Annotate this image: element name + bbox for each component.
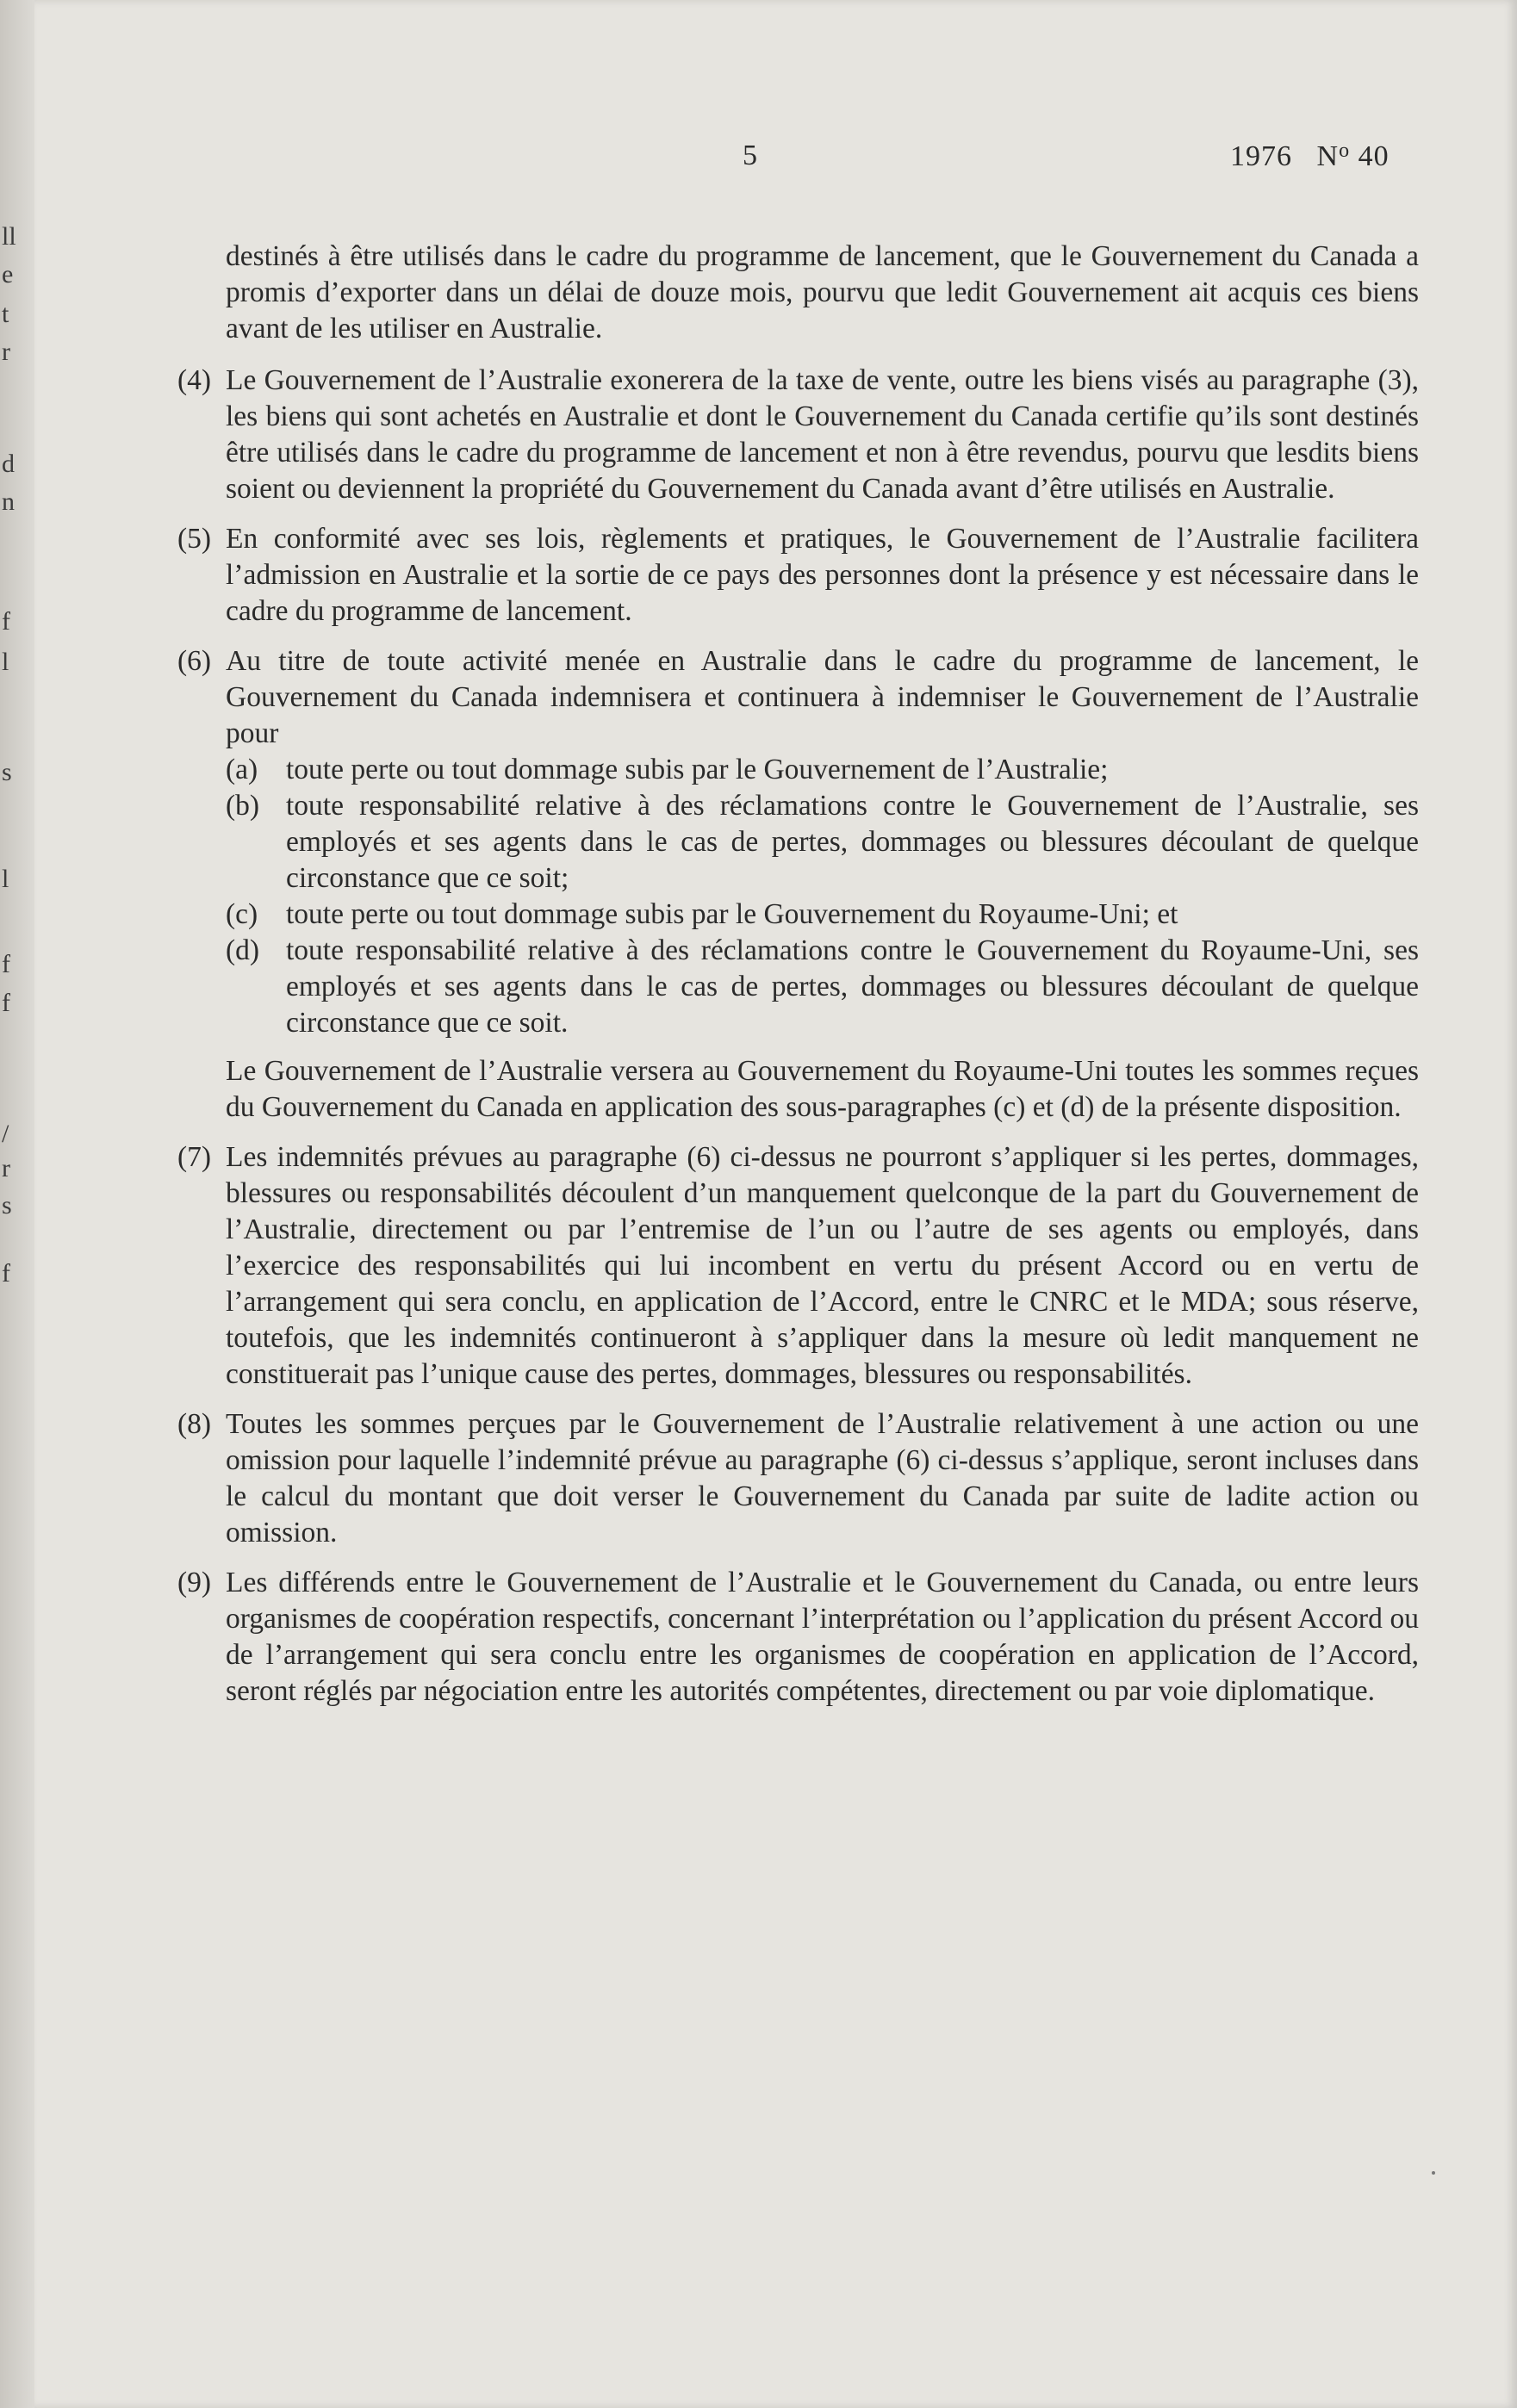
gutter-fragment: r bbox=[2, 1154, 10, 1182]
gutter-fragment: e bbox=[2, 260, 14, 289]
gutter-fragment: d bbox=[2, 450, 15, 478]
document-body bbox=[177, 239, 1419, 1723]
gutter-fragment: s bbox=[2, 1191, 12, 1220]
subparagraph-number: (a) bbox=[226, 754, 258, 785]
paragraph-text: Au titre de toute activité menée en Australie dans le cadre du programme de lancement, le Gouvernement du Canada indemnisera et continuera à indemniser le Gouvernement de l’Australie pour bbox=[226, 645, 1419, 749]
intro-paragraph bbox=[226, 239, 1419, 347]
document-number: 40 bbox=[1358, 140, 1390, 172]
document-reference bbox=[1230, 140, 1390, 173]
subparagraph-text: toute perte ou tout dommage subis par le Gouvernement du Royaume-Uni; et bbox=[286, 898, 1178, 930]
paragraph-7 bbox=[177, 1139, 1419, 1393]
gutter-fragment: r bbox=[2, 338, 10, 366]
gutter-fragment: l bbox=[2, 648, 9, 676]
subparagraph-number: (c) bbox=[226, 898, 258, 930]
gutter-fragment: f bbox=[2, 989, 10, 1017]
number-prefix: N bbox=[1316, 140, 1340, 172]
gutter-fragment: l bbox=[2, 865, 9, 893]
adjacent-page-edge bbox=[0, 0, 34, 2408]
paragraph-4 bbox=[177, 363, 1419, 507]
subparagraph-c bbox=[226, 897, 1419, 933]
gutter-fragment: f bbox=[2, 950, 10, 978]
paragraph-9 bbox=[177, 1565, 1419, 1710]
paragraph-number: (5) bbox=[177, 523, 212, 555]
subparagraph-d bbox=[226, 933, 1419, 1041]
subparagraph-list bbox=[226, 752, 1419, 1041]
gutter-fragment: n bbox=[2, 487, 15, 516]
paragraph-text: Le Gouvernement de l’Australie exonerera de la taxe de vente, outre les biens visés au paragraphe (3), les biens qui sont achetés en Australie et dont le Gouvernement du Canada certifie qu’ils sont destinés être utilisés dans le cadre du programme de lancement et non à être revendus, pourvu que lesdits biens soient ou deviennent la propriété du Gouvernement du Canada avant d’être utilisés en Australie. bbox=[226, 364, 1419, 505]
gutter-fragment: f bbox=[2, 607, 10, 636]
gutter-fragment: f bbox=[2, 1259, 10, 1288]
gutter-fragment: t bbox=[2, 300, 9, 328]
paragraph-6 bbox=[177, 643, 1419, 1126]
subparagraph-text: toute perte ou tout dommage subis par le Gouvernement de l’Australie; bbox=[286, 754, 1109, 785]
gutter-fragment: / bbox=[2, 1120, 9, 1148]
paper-speck bbox=[1432, 2171, 1435, 2175]
subparagraph-a bbox=[226, 752, 1419, 788]
number-superscript: o bbox=[1339, 140, 1351, 162]
gutter-fragment: s bbox=[2, 758, 12, 786]
paragraph-text: En conformité avec ses lois, règlements et pratiques, le Gouvernement de l’Australie facilitera l’admission en Australie et la sortie de ce pays des personnes dont la présence y est nécessaire dans le cadre du programme de lancement. bbox=[226, 523, 1419, 627]
subparagraph-number: (d) bbox=[226, 934, 260, 966]
paragraph-number: (8) bbox=[177, 1408, 212, 1440]
subparagraph-text: toute responsabilité relative à des réclamations contre le Gouvernement du Royaume-Uni, ses employés et ses agents dans le cas de pertes, dommages ou blessures découlant de quelque circonstance que ce soit. bbox=[286, 934, 1419, 1039]
subparagraph-b bbox=[226, 788, 1419, 897]
page-header bbox=[0, 140, 1517, 183]
intro-text: destinés à être utilisés dans le cadre du programme de lancement, que le Gouvernement du Canada a promis d’exporter dans un délai de douze mois, pourvu que ledit Gouvernement ait acquis ces biens avant de les utiliser en Australie. bbox=[226, 240, 1419, 344]
paragraph-closing-text: Le Gouvernement de l’Australie versera au Gouvernement du Royaume-Uni toutes les sommes reçues du Gouvernement du Canada en application des sous-paragraphes (c) et (d) de la présente disposition. bbox=[226, 1055, 1419, 1123]
paragraph-number: (9) bbox=[177, 1567, 212, 1598]
document-year: 1976 bbox=[1230, 140, 1292, 172]
paragraph-text: Les indemnités prévues au paragraphe (6) ci-dessus ne pourront s’appliquer si les pertes, dommages, blessures ou responsabilités découlent d’un manquement quelconque de la part du Gouvernement de l’Australie, directement ou par l’entremise de l’un ou l’autre de ses agents ou employés, dans l’exercice des responsabilités qui lui incombent en vertu du présent Accord ou en vertu de l’arrangement qui sera conclu, en application de l’Accord, entre le CNRC et le MDA; sous réserve, toutefois, que les indemnités continueront à s’appliquer dans la mesure où ledit manquement ne constituerait pas l’unique cause des pertes, dommages, blessures ou responsabilités. bbox=[226, 1141, 1419, 1390]
paragraph-text: Toutes les sommes perçues par le Gouvernement de l’Australie relativement à une action ou une omission pour laquelle l’indemnité prévue au paragraphe (6) ci-dessus s’applique, seront incluses dans le calcul du montant que doit verser le Gouvernement du Canada par suite de ladite action ou omission. bbox=[226, 1408, 1419, 1548]
paragraph-5 bbox=[177, 521, 1419, 630]
paragraph-8 bbox=[177, 1406, 1419, 1551]
gutter-fragment: ll bbox=[2, 222, 16, 251]
subparagraph-number: (b) bbox=[226, 790, 260, 822]
page-number: 5 bbox=[743, 140, 757, 171]
paragraph-text: Les différends entre le Gouvernement de l’Australie et le Gouvernement du Canada, ou entre leurs organismes de coopération respectifs, concernant l’interprétation ou l’application du présent Accord ou de l’arrangement qui sera conclu entre les organismes de coopération en application de l’Accord, seront réglés par négociation entre les autorités compétentes, directement ou par voie diplomatique. bbox=[226, 1567, 1419, 1707]
paragraph-number: (7) bbox=[177, 1141, 212, 1173]
subparagraph-text: toute responsabilité relative à des réclamations contre le Gouvernement de l’Australie, ses employés et ses agents dans le cas de pertes, dommages ou blessures découlant de quelque circonstance que ce soit; bbox=[286, 790, 1419, 894]
paragraph-number: (6) bbox=[177, 645, 212, 677]
paragraph-number: (4) bbox=[177, 364, 212, 396]
